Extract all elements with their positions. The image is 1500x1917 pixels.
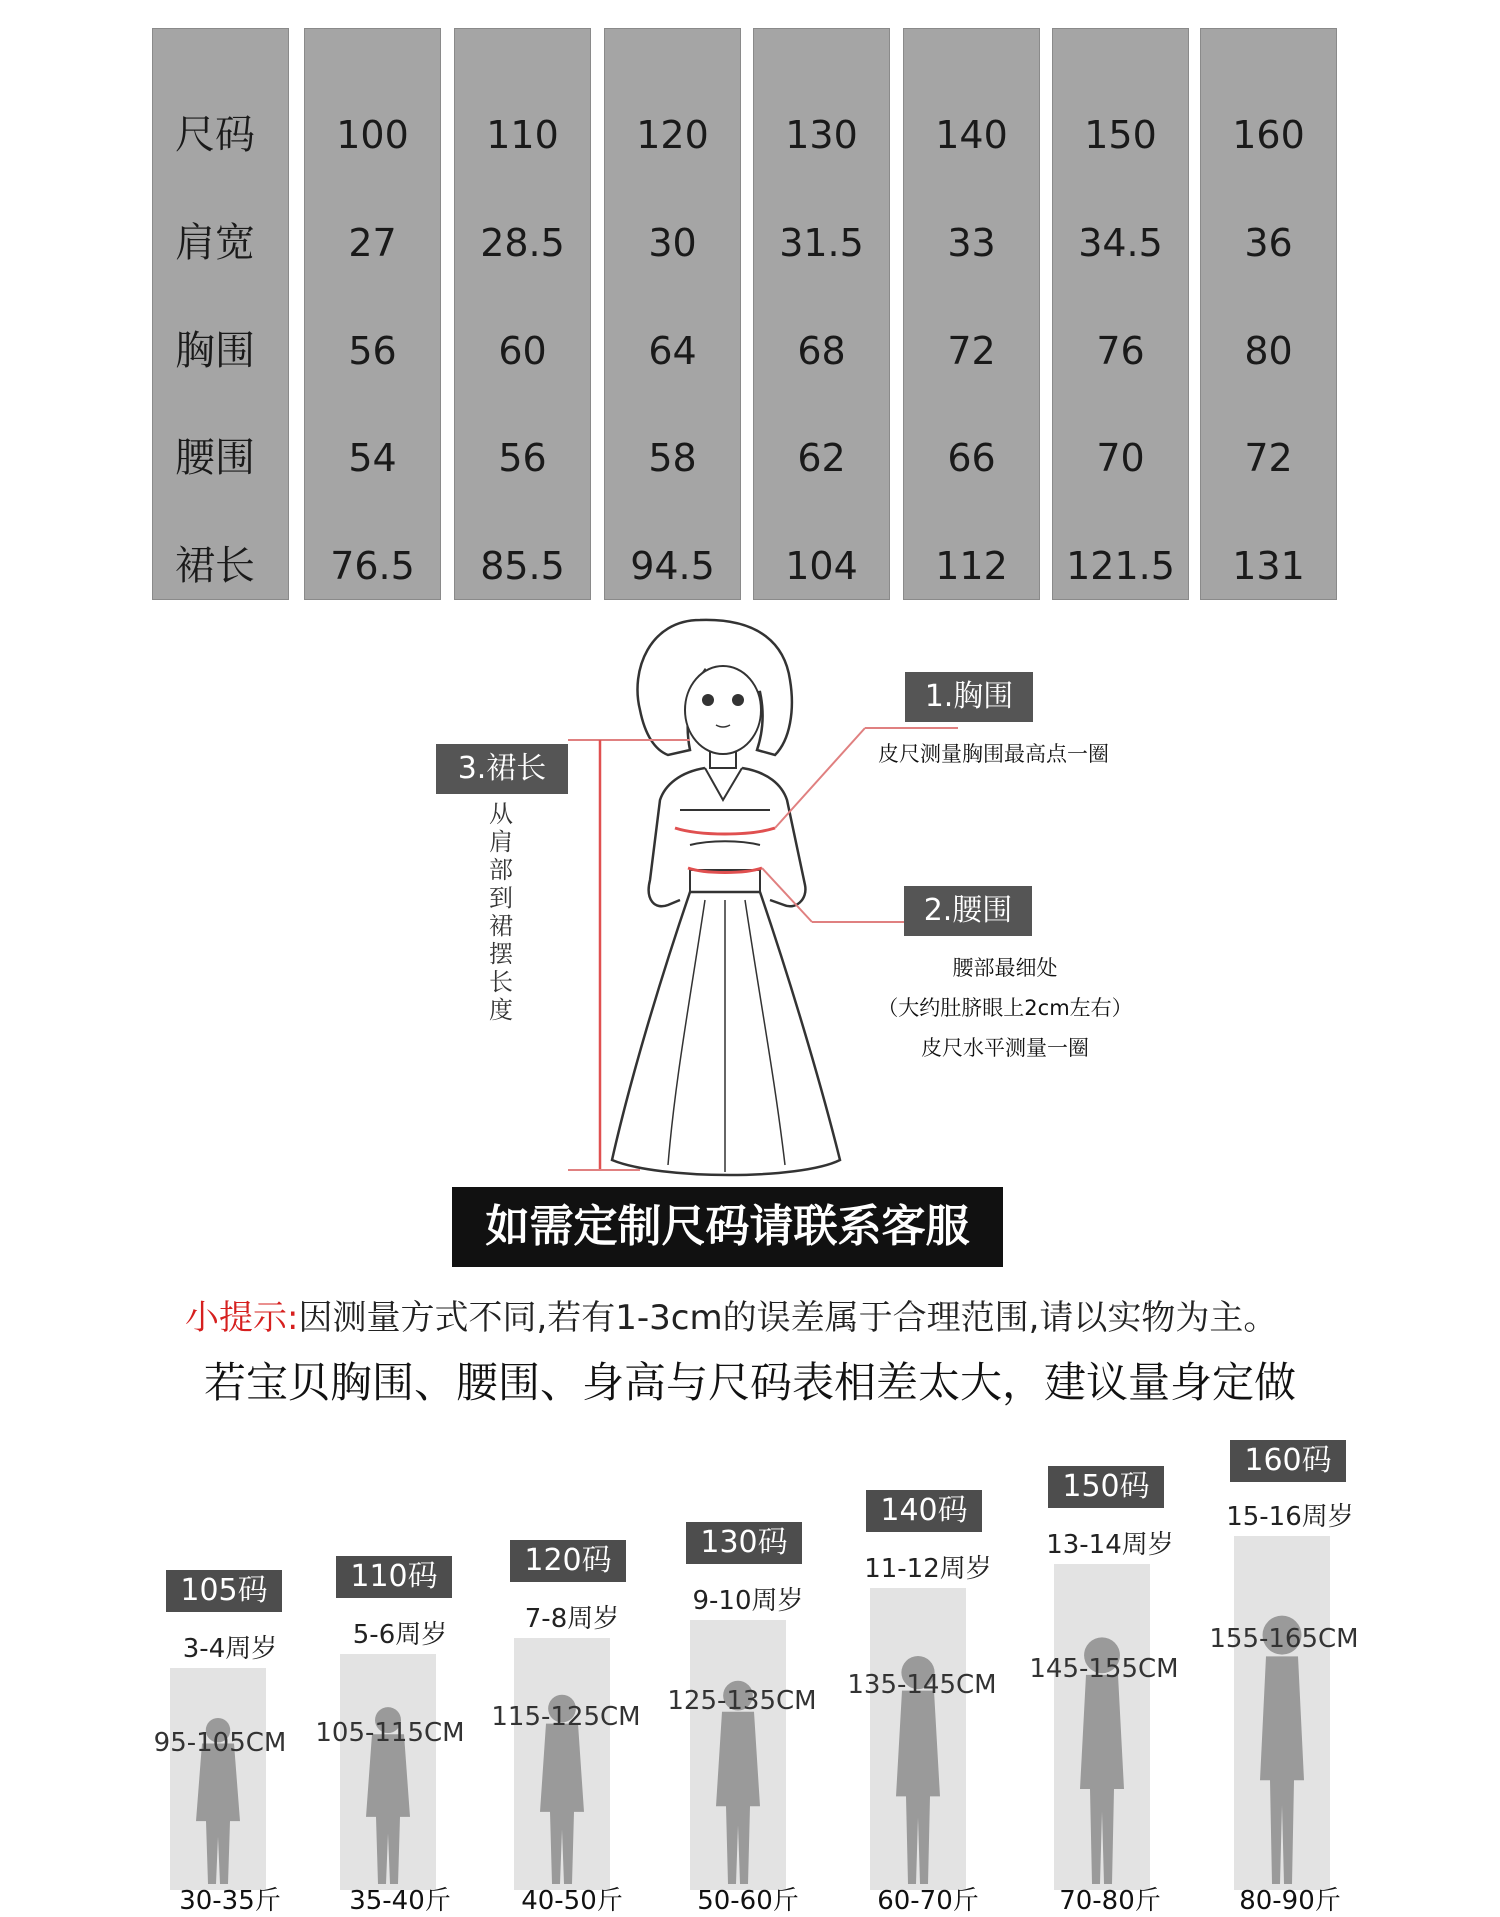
cell-length: 121.5: [1066, 544, 1175, 588]
height-range: 125-135CM: [667, 1686, 817, 1716]
custom-size-banner: 如需定制尺码请联系客服: [452, 1187, 1003, 1267]
cell-size: 140: [935, 113, 1008, 157]
cell-size: 120: [636, 113, 709, 157]
age-range: 15-16周岁: [1226, 1502, 1354, 1532]
height-range: 105-115CM: [315, 1718, 465, 1748]
height-range: 155-165CM: [1209, 1624, 1359, 1654]
silhouette-body: [1260, 1656, 1304, 1884]
weight-range: 70-80斤: [1059, 1886, 1161, 1916]
size-badge: 160码: [1230, 1440, 1346, 1482]
cell-length: 104: [785, 544, 858, 588]
height-range: 115-125CM: [491, 1702, 641, 1732]
cell-chest: 68: [797, 329, 846, 373]
child-silhouette-icon: [170, 1668, 266, 1890]
cell-chest: 72: [947, 329, 996, 373]
silhouette-body: [540, 1724, 584, 1884]
waist-label: 2.腰围: [904, 886, 1032, 936]
size-column: [454, 28, 591, 600]
row-label-length: 裙长: [175, 543, 255, 589]
cell-length: 85.5: [480, 544, 565, 588]
cell-waist: 66: [947, 436, 996, 480]
weight-range: 35-40斤: [349, 1886, 451, 1916]
age-range: 3-4周岁: [182, 1634, 278, 1664]
row-label-chest: 胸围: [175, 328, 255, 374]
cell-length: 131: [1232, 544, 1305, 588]
length-label: 3.裙长: [436, 744, 568, 794]
cell-waist: 54: [348, 436, 397, 480]
cell-size: 150: [1084, 113, 1157, 157]
silhouette-panel: [870, 1588, 966, 1890]
weight-range: 30-35斤: [179, 1886, 281, 1916]
child-silhouette-icon: [340, 1654, 436, 1890]
cell-size: 100: [336, 113, 409, 157]
size-badge: 150码: [1048, 1466, 1164, 1508]
cell-chest: 64: [648, 329, 697, 373]
child-silhouette-icon: [690, 1620, 786, 1890]
silhouette-panel: [340, 1654, 436, 1890]
child-silhouette-icon: [1054, 1564, 1150, 1890]
height-range: 145-155CM: [1029, 1654, 1179, 1684]
size-badge: 140码: [866, 1490, 982, 1532]
silhouette-body: [896, 1691, 940, 1884]
cell-chest: 56: [348, 329, 397, 373]
size-age-chart: [0, 1430, 1500, 1916]
child-silhouette-icon: [514, 1638, 610, 1890]
cell-chest: 76: [1096, 329, 1145, 373]
advice-text: 若宝贝胸围、腰围、身高与尺码表相差太大，建议量身定做: [203, 1358, 1296, 1407]
length-note: 从 肩 部 到 裙 摆 长 度: [489, 800, 513, 1024]
row-label-waist: 腰围: [175, 435, 255, 481]
age-range: 5-6周岁: [352, 1620, 448, 1650]
measurement-tip: [185, 1290, 1277, 1339]
size-column: [903, 28, 1040, 600]
size-table: [152, 28, 1337, 600]
cell-chest: 80: [1244, 329, 1293, 373]
age-range: 13-14周岁: [1046, 1530, 1174, 1560]
cell-length: 94.5: [630, 544, 715, 588]
cell-waist: 58: [648, 436, 697, 480]
row-label-shoulder: 肩宽: [175, 220, 255, 266]
tip-label: 小提示:: [185, 1298, 299, 1338]
cell-size: 160: [1232, 113, 1305, 157]
silhouette-body: [366, 1734, 410, 1884]
height-range: 135-145CM: [847, 1670, 997, 1700]
size-badge: 105码: [166, 1570, 282, 1612]
cell-size: 110: [486, 113, 559, 157]
weight-range: 60-70斤: [877, 1886, 979, 1916]
cell-length: 76.5: [330, 544, 415, 588]
cell-size: 130: [785, 113, 858, 157]
waist-note-2: （大约肚脐眼上2cm左右）: [877, 996, 1133, 1020]
size-column: [604, 28, 741, 600]
tip-text: 因测量方式不同,若有1-3cm的误差属于合理范围,请以实物为主。: [298, 1298, 1278, 1338]
cell-shoulder: 27: [348, 221, 397, 265]
silhouette-body: [1080, 1675, 1124, 1884]
age-range: 11-12周岁: [864, 1554, 992, 1584]
silhouette-panel: [1234, 1536, 1330, 1890]
silhouette-panel: [1054, 1564, 1150, 1890]
cell-waist: 56: [498, 436, 547, 480]
cell-shoulder: 28.5: [480, 221, 565, 265]
waist-note-1: 腰部最细处: [952, 956, 1058, 980]
size-badge: 120码: [510, 1540, 626, 1582]
cell-waist: 62: [797, 436, 846, 480]
silhouette-panel: [690, 1620, 786, 1890]
size-column: [1052, 28, 1189, 600]
child-silhouette-icon: [1234, 1536, 1330, 1890]
child-silhouette-icon: [870, 1588, 966, 1890]
weight-range: 80-90斤: [1239, 1886, 1341, 1916]
weight-range: 50-60斤: [697, 1886, 799, 1916]
size-column: [304, 28, 441, 600]
chest-note: 皮尺测量胸围最高点一圈: [878, 742, 1109, 766]
cell-shoulder: 34.5: [1078, 221, 1163, 265]
measurement-diagram: [0, 600, 1500, 1180]
cell-waist: 70: [1096, 436, 1145, 480]
height-range: 95-105CM: [153, 1728, 287, 1758]
cell-shoulder: 33: [947, 221, 996, 265]
size-badge: 130码: [686, 1522, 802, 1564]
size-badge: 110码: [336, 1556, 452, 1598]
cell-shoulder: 30: [648, 221, 697, 265]
girl-figure-illustration: [0, 600, 1500, 1180]
silhouette-panel: [170, 1668, 266, 1890]
silhouette-panel: [514, 1638, 610, 1890]
age-range: 7-8周岁: [524, 1604, 620, 1634]
cell-chest: 60: [498, 329, 547, 373]
chest-label: 1.胸围: [905, 672, 1033, 722]
row-label-column: [152, 28, 289, 600]
waist-note-3: 皮尺水平测量一圈: [921, 1036, 1089, 1060]
cell-length: 112: [935, 544, 1008, 588]
age-range: 9-10周岁: [692, 1586, 804, 1616]
cell-waist: 72: [1244, 436, 1293, 480]
silhouette-body: [196, 1743, 240, 1884]
cell-shoulder: 36: [1244, 221, 1293, 265]
weight-range: 40-50斤: [521, 1886, 623, 1916]
cell-shoulder: 31.5: [779, 221, 864, 265]
silhouette-body: [716, 1712, 760, 1884]
row-label-size: 尺码: [175, 112, 255, 158]
size-column: [753, 28, 890, 600]
size-column: [1200, 28, 1337, 600]
